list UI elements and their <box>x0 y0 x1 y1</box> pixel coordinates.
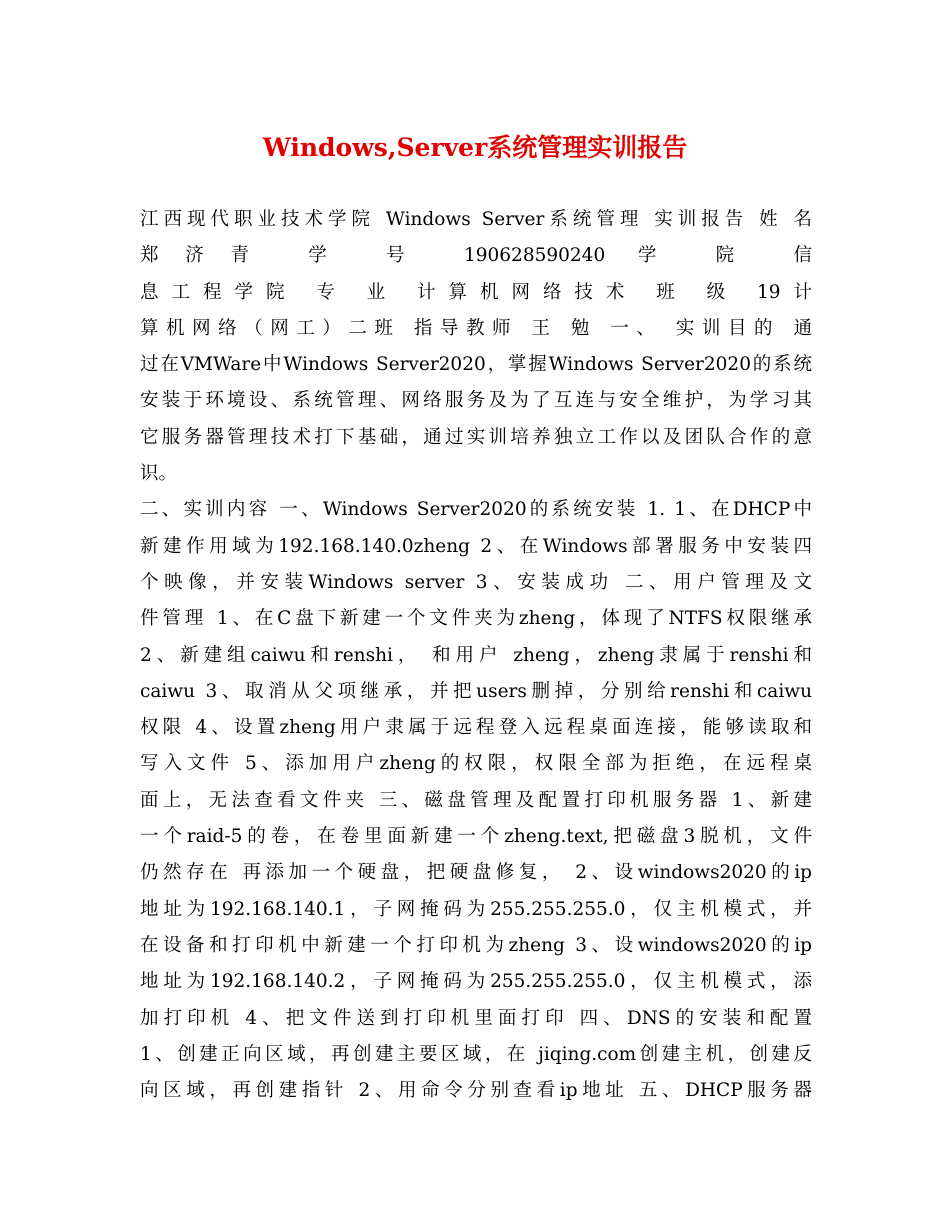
body-line: 个映像，并安装Windows server 3、安装成功 二、用户管理及文 <box>140 571 812 593</box>
body-line: 二、实训内容 一、Windows Server2020的系统安装 1. 1、在DHCP中 <box>140 499 812 521</box>
body-line: 写入文件 5、添加用户zheng的权限，权限全部为拒绝，在远程桌 <box>140 753 812 775</box>
body-line: 一个raid-5的卷，在卷里面新建一个zheng.text,把磁盘3脱机，文件 <box>140 826 812 848</box>
body-line: 安装于环境设、系统管理、网络服务及为了互连与安全维护，为学习其 <box>140 390 812 412</box>
body-line: 地址为192.168.140.1，子网掩码为255.255.255.0，仅主机模式，并 <box>140 898 812 920</box>
body-line: 权限 4、设置zheng用户隶属于远程登入远程桌面连接，能够读取和 <box>140 717 812 739</box>
body-line: 向区域，再创建指针 2、用命令分别查看ip地址 五、DHCP服务器 <box>140 1080 812 1102</box>
body-line: 识。 <box>140 463 178 485</box>
document-body <box>140 202 812 1109</box>
body-line: 在设备和打印机中新建一个打印机为zheng 3、设windows2020的ip <box>140 934 812 956</box>
body-line: 它服务器管理技术打下基础，通过实训培养独立工作以及团队合作的意 <box>140 426 812 448</box>
body-line: 过在VMWare中Windows Server2020，掌握Windows Server2020的系统 <box>140 354 812 376</box>
body-line: 2、新建组caiwu和renshi， 和用户 zheng，zheng隶属于renshi和 <box>140 644 812 666</box>
body-line: 新建作用域为192.168.140.0zheng 2、在Windows部署服务中安装四 <box>140 535 812 557</box>
body-line: 江西现代职业技术学院 Windows Server系统管理 实训报告 姓 名 <box>140 209 812 230</box>
body-line: 件管理 1、在C盘下新建一个文件夹为zheng，体现了NTFS权限继承 <box>140 608 812 630</box>
body-line: 加打印机 4、把文件送到打印机里面打印 四、DNS的安装和配置 <box>140 1007 812 1029</box>
body-line: 息工程学院 专 业 计算机网络技术 班 级 19计 <box>140 281 812 303</box>
body-line: 郑济青 学 号 190628590240 学 院 信 <box>140 245 812 267</box>
body-line: 1、创建正向区域，再创建主要区域，在 jiqing.com创建主机，创建反 <box>140 1043 812 1065</box>
body-line: caiwu 3、取消从父项继承，并把users删掉，分别给renshi和caiwu <box>140 680 812 702</box>
body-line: 地址为192.168.140.2，子网掩码为255.255.255.0，仅主机模式，添 <box>140 971 812 993</box>
body-line: 仍然存在 再添加一个硬盘，把硬盘修复， 2、设windows2020的ip <box>140 862 812 884</box>
body-line: 面上，无法查看文件夹 三、磁盘管理及配置打印机服务器 1、新建 <box>140 789 812 811</box>
body-line: 算机网络（网工）二班 指导教师 王 勉 一、 实训目的 通 <box>140 317 812 339</box>
document-title: Windows,Server系统管理实训报告 <box>262 133 688 162</box>
